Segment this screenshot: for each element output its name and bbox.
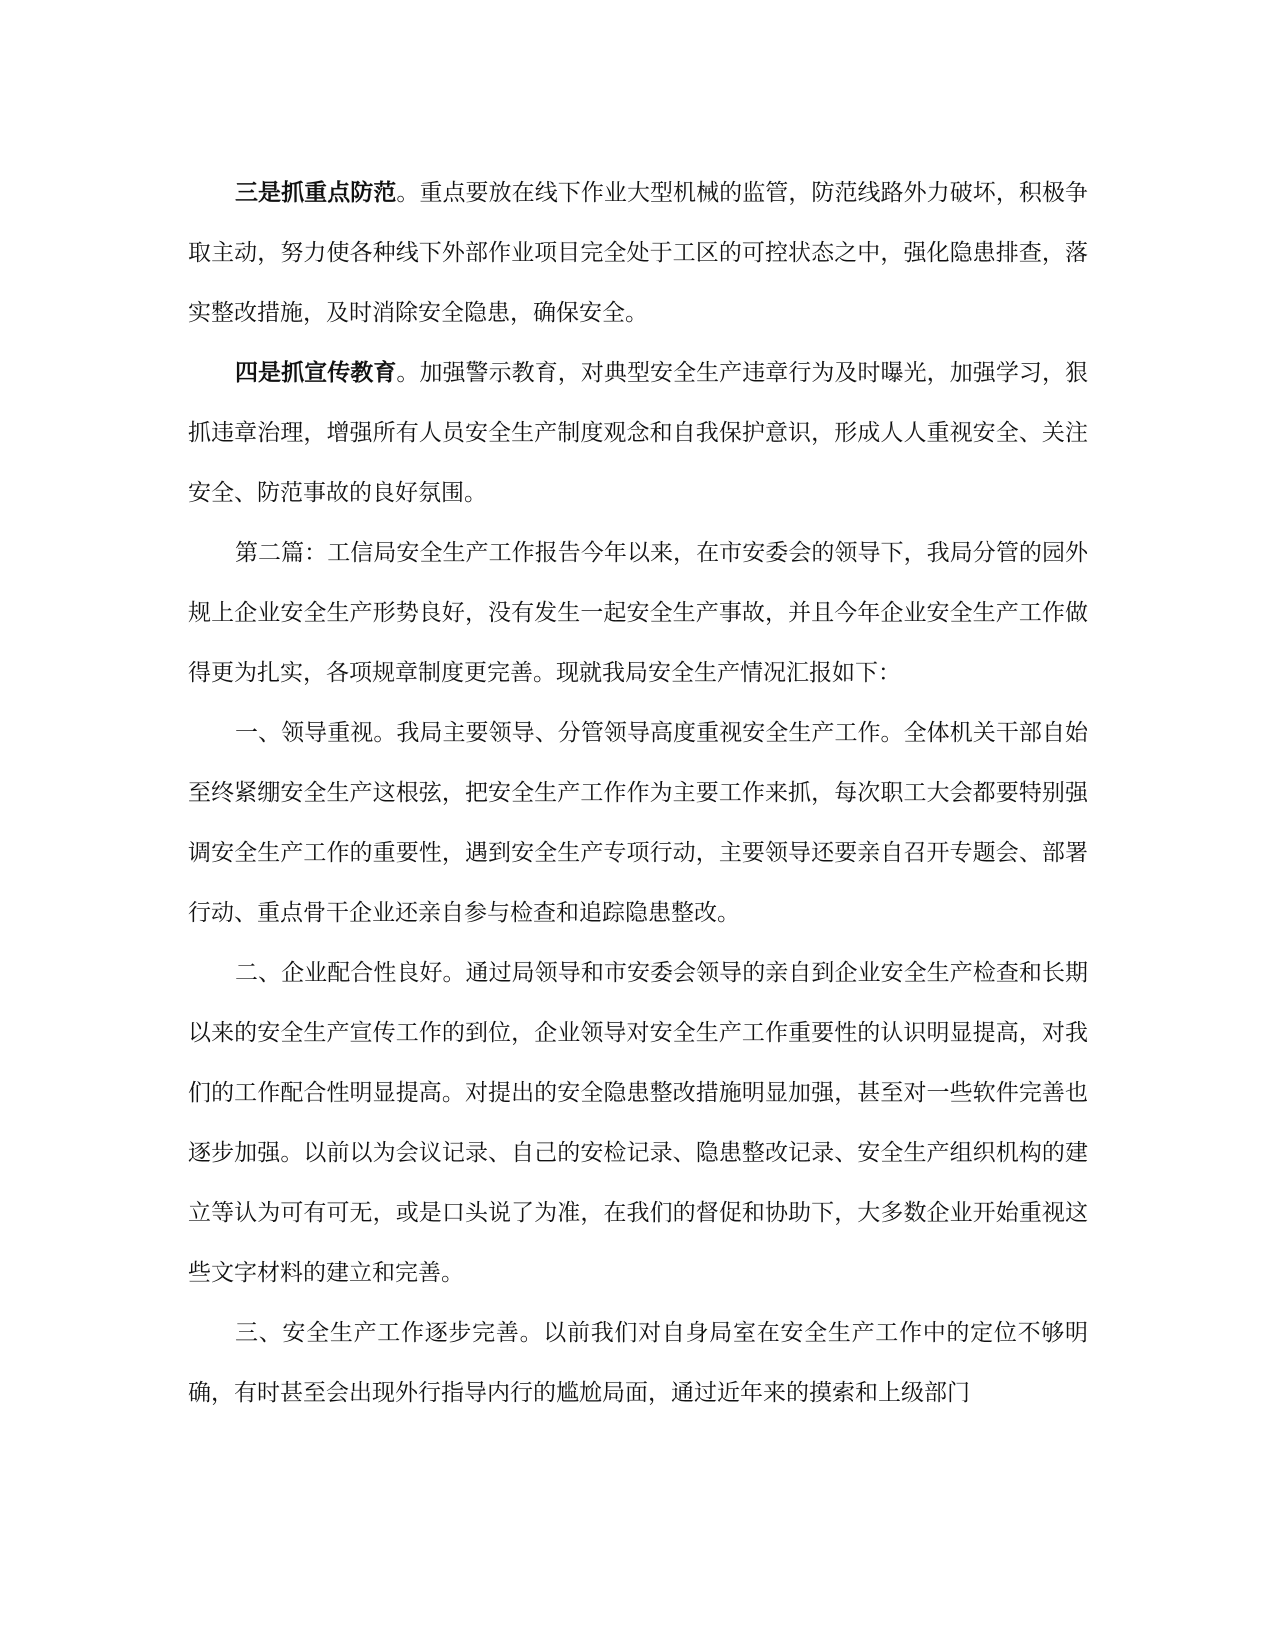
paragraph-text: 二、企业配合性良好。通过局领导和市安委会领导的亲自到企业安全生产检查和长期以来的安全生产宣传工作的到位，企业领导对安全生产工作重要性的认识明显提高，对我们的工作配合性明显提高。对提出的安全隐患整改措施明显加强，甚至对一些软件完善也逐步加强。以前以为会议记录、自己的安检记录、隐患整改记录、安全生产组织机构的建立等认为可有可无，或是口头说了为准，在我们的督促和协助下，大多数企业开始重视这些文字材料的建立和完善。 (188, 960, 1088, 1286)
paragraph-text: 一、领导重视。我局主要领导、分管领导高度重视安全生产工作。全体机关干部自始至终紧绷安全生产这根弦，把安全生产工作作为主要工作来抓，每次职工大会都要特别强调安全生产工作的重要性，遇到安全生产专项行动，主要领导还要亲自召开专题会、部署行动、重点骨干企业还亲自参与检查和追踪隐患整改。 (188, 720, 1088, 926)
paragraph-key-prevention (188, 163, 1088, 343)
paragraph-publicity-education (188, 343, 1088, 523)
paragraph-text: 第二篇：工信局安全生产工作报告今年以来，在市安委会的领导下，我局分管的园外规上企业安全生产形势良好，没有发生一起安全生产事故，并且今年企业安全生产工作做得更为扎实，各项规章制度更完善。现就我局安全生产情况汇报如下： (188, 540, 1088, 686)
paragraph-leadership-attention (188, 703, 1088, 943)
paragraph-text: 。重点要放在线下作业大型机械的监管，防范线路外力破坏，积极争取主动，努力使各种线下外部作业项目完全处于工区的可控状态之中，强化隐患排查，落实整改措施，及时消除安全隐患，确保安全。 (188, 180, 1089, 326)
paragraph-work-improvement (188, 1303, 1088, 1423)
paragraph-text: 。加强警示教育，对典型安全生产违章行为及时曝光，加强学习，狠抓违章治理，增强所有人员安全生产制度观念和自我保护意识，形成人人重视安全、关注安全、防范事故的良好氛围。 (188, 360, 1089, 506)
paragraph-lead: 三是抓重点防范 (235, 180, 397, 206)
paragraph-second-article-intro (188, 523, 1088, 703)
paragraph-lead: 四是抓宣传教育 (235, 360, 397, 386)
paragraph-enterprise-cooperation (188, 943, 1088, 1303)
document-body (188, 163, 1088, 1423)
paragraph-text: 三、安全生产工作逐步完善。以前我们对自身局室在安全生产工作中的定位不够明确，有时甚至会出现外行指导内行的尴尬局面，通过近年来的摸索和上级部门 (188, 1320, 1088, 1406)
